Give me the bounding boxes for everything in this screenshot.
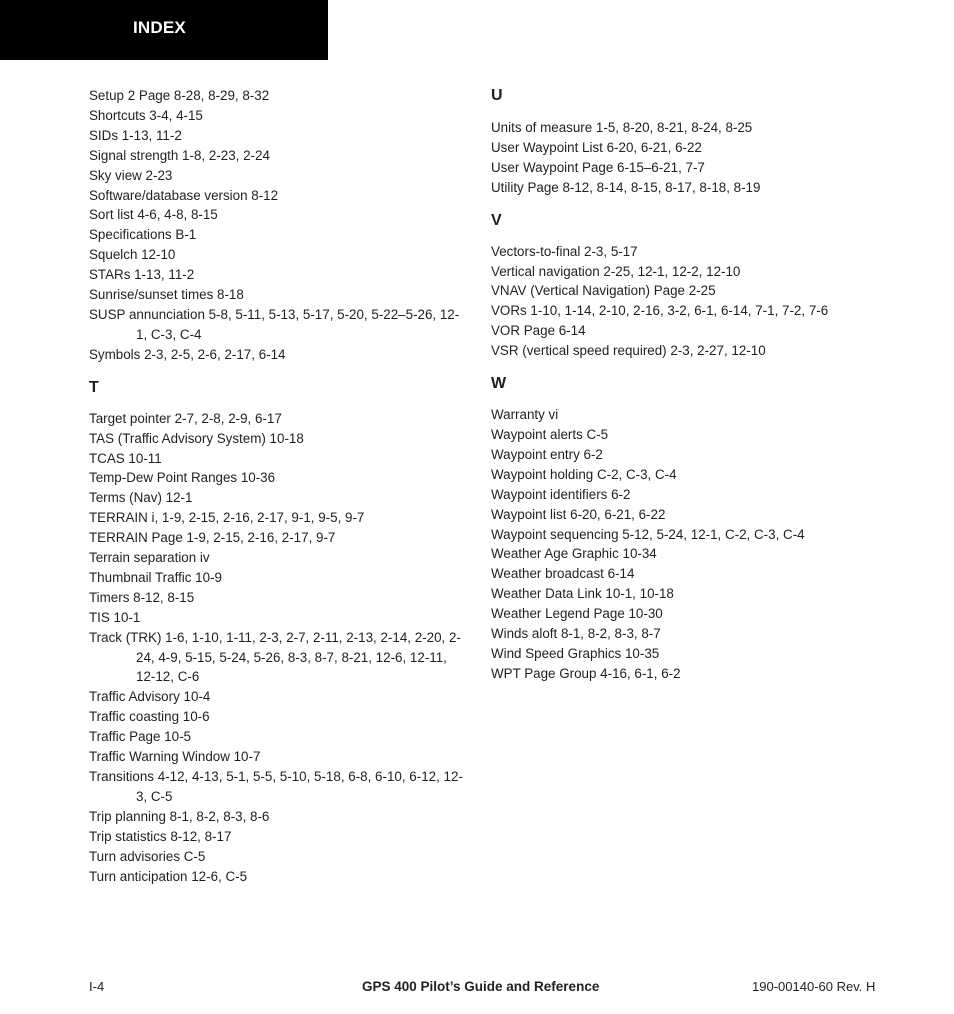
index-entry: VNAV (Vertical Navigation) Page 2-25 — [491, 283, 716, 299]
index-entry: User Waypoint List 6-20, 6-21, 6-22 — [491, 139, 702, 155]
index-entry: Terrain separation iv — [89, 550, 210, 566]
index-entry: TERRAIN Page 1-9, 2-15, 2-16, 2-17, 9-7 — [89, 530, 336, 546]
index-entry: Waypoint alerts C-5 — [491, 426, 609, 442]
index-entry: Transitions 4-12, 4-13, 5-1, 5-5, 5-10, 5-18, 6-8, 6-10, 6-12, 12-3, C-5 — [89, 769, 463, 804]
index-entry: Track (TRK) 1-6, 1-10, 1-11, 2-3, 2-7, 2-11, 2-13, 2-14, 2-20, 2-24, 4-9, 5-15, 5-24, 5-26, 8-3, 8-7, 8-21, 12-6, 12-11, 12-12, C-6 — [89, 629, 461, 685]
index-entry: Vectors-to-final 2-3, 5-17 — [491, 243, 638, 259]
index-entry: Turn advisories C-5 — [89, 848, 206, 864]
index-entry: TERRAIN i, 1-9, 2-15, 2-16, 2-17, 9-1, 9-5, 9-7 — [89, 510, 365, 526]
index-entry: Temp-Dew Point Ranges 10-36 — [89, 470, 276, 486]
section-letter-u: U — [491, 87, 503, 104]
index-entry: Waypoint identifiers 6-2 — [491, 486, 631, 502]
index-entry: Specifications B-1 — [89, 227, 197, 243]
section-letter-t: T — [89, 378, 99, 396]
index-entry: WPT Page Group 4-16, 6-1, 6-2 — [491, 665, 681, 681]
index-entry: TAS (Traffic Advisory System) 10-18 — [89, 430, 304, 446]
footer-title: GPS 400 Pilot’s Guide and Reference — [362, 979, 600, 994]
v-entries — [491, 242, 871, 361]
index-entry: Traffic Page 10-5 — [89, 729, 191, 745]
index-entry: Trip statistics 8-12, 8-17 — [89, 828, 232, 844]
section-letter-v: V — [491, 211, 502, 229]
index-entry: Waypoint sequencing 5-12, 5-24, 12-1, C-2, C-3, C-4 — [491, 526, 805, 542]
index-entry: SIDs 1-13, 11-2 — [89, 127, 182, 143]
u-entries — [491, 118, 871, 198]
left-column — [89, 86, 469, 886]
footer-page-number: I-4 — [89, 979, 105, 994]
footer-doc-number: 190-00140-60 Rev. H — [752, 979, 876, 994]
index-entry: Wind Speed Graphics 10-35 — [491, 645, 660, 661]
index-entry: Weather Legend Page 10-30 — [491, 606, 663, 622]
index-tab-label: INDEX — [133, 18, 186, 37]
index-entry: Trip planning 8-1, 8-2, 8-3, 8-6 — [89, 808, 270, 824]
index-entry: Traffic Advisory 10-4 — [89, 689, 211, 705]
index-entry: Target pointer 2-7, 2-8, 2-9, 6-17 — [89, 410, 282, 426]
index-entry: VORs 1-10, 1-14, 2-10, 2-16, 3-2, 6-1, 6-14, 7-1, 7-2, 7-6 — [491, 303, 829, 319]
index-entry: Software/database version 8-12 — [89, 187, 279, 203]
index-entry: Turn anticipation 12-6, C-5 — [89, 868, 248, 884]
index-entry: Weather Data Link 10-1, 10-18 — [491, 586, 674, 602]
index-entry: Timers 8-12, 8-15 — [89, 589, 195, 605]
index-entry: Waypoint list 6-20, 6-21, 6-22 — [491, 506, 666, 522]
index-entry: Vertical navigation 2-25, 12-1, 12-2, 12-10 — [491, 263, 741, 279]
index-entry: Sky view 2-23 — [89, 167, 173, 183]
index-entry: TIS 10-1 — [89, 609, 141, 625]
right-column — [491, 86, 871, 684]
t-entries — [89, 409, 469, 887]
index-entry: Weather Age Graphic 10-34 — [491, 546, 657, 562]
index-entry: Waypoint entry 6-2 — [491, 446, 603, 462]
index-entry: Symbols 2-3, 2-5, 2-6, 2-17, 6-14 — [89, 346, 286, 362]
index-entry: Thumbnail Traffic 10-9 — [89, 569, 222, 585]
index-entry: Warranty vi — [491, 407, 559, 423]
index-entry: STARs 1-13, 11-2 — [89, 267, 195, 283]
index-entry: VSR (vertical speed required) 2-3, 2-27, 12-10 — [491, 343, 766, 359]
index-tab — [0, 0, 328, 60]
index-entry: TCAS 10-11 — [89, 450, 162, 466]
index-entry: Setup 2 Page 8-28, 8-29, 8-32 — [89, 88, 270, 103]
index-entry: Traffic coasting 10-6 — [89, 709, 210, 725]
w-entries — [491, 405, 871, 684]
s-entries — [89, 86, 469, 365]
index-entry: VOR Page 6-14 — [491, 323, 586, 339]
index-entry: SUSP annunciation 5-8, 5-11, 5-13, 5-17, 5-20, 5-22–5-26, 12-1, C-3, C-4 — [89, 306, 460, 342]
index-entry: Squelch 12-10 — [89, 247, 176, 263]
index-entry: Utility Page 8-12, 8-14, 8-15, 8-17, 8-18, 8-19 — [491, 179, 761, 195]
index-entry: Signal strength 1-8, 2-23, 2-24 — [89, 147, 270, 163]
section-letter-w: W — [491, 375, 507, 393]
index-entry: Shortcuts 3-4, 4-15 — [89, 107, 203, 123]
index-entry: Waypoint holding C-2, C-3, C-4 — [491, 466, 677, 482]
index-entry: Units of measure 1-5, 8-20, 8-21, 8-24, 8-25 — [491, 120, 753, 135]
index-entry: Traffic Warning Window 10-7 — [89, 749, 261, 765]
index-entry: Winds aloft 8-1, 8-2, 8-3, 8-7 — [491, 626, 661, 642]
index-entry: Sort list 4-6, 4-8, 8-15 — [89, 207, 218, 223]
index-entry: Weather broadcast 6-14 — [491, 566, 635, 582]
index-entry: Sunrise/sunset times 8-18 — [89, 287, 244, 303]
index-entry: Terms (Nav) 12-1 — [89, 490, 193, 506]
index-entry: User Waypoint Page 6-15–6-21, 7-7 — [491, 159, 705, 175]
